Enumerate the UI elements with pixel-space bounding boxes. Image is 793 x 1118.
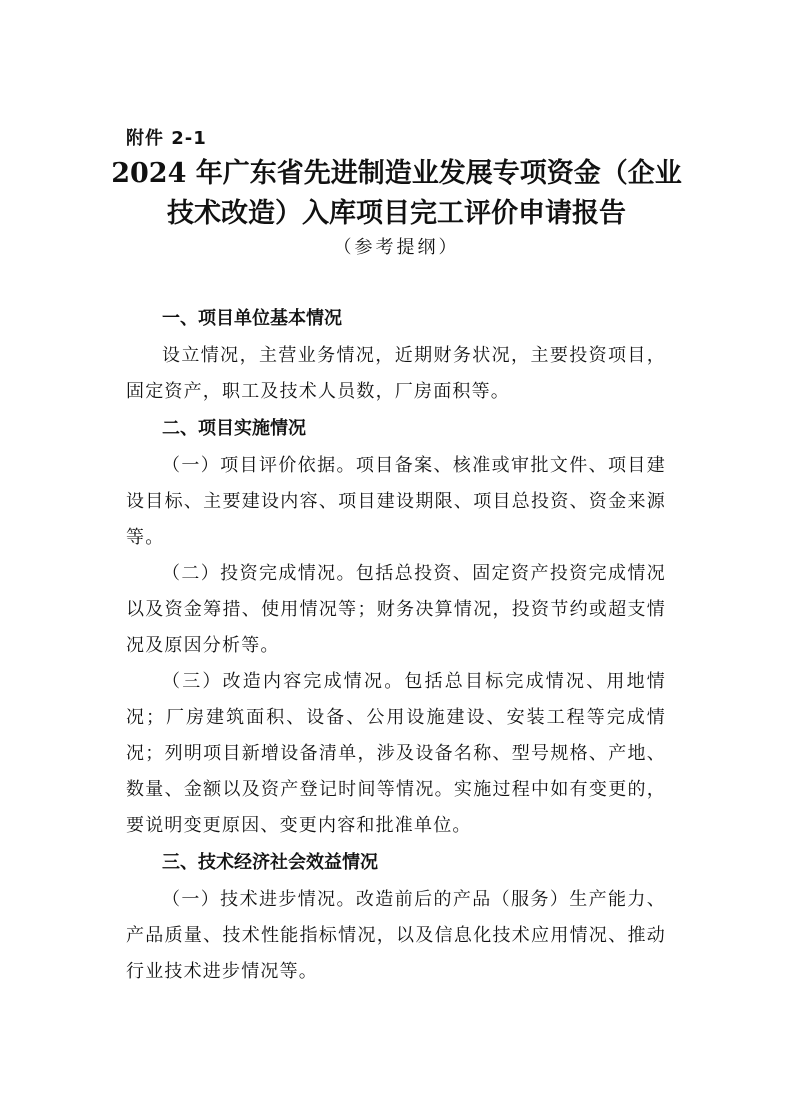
section-heading-2: 二、项目实施情况	[162, 418, 306, 439]
document-subtitle: （参考提纲）	[333, 237, 460, 258]
attachment-label: 附件 2-1	[126, 128, 207, 149]
document-title: 2024 年广东省先进制造业发展专项资金（企业技术改造）入库项目完工评价申请报告	[111, 158, 682, 229]
section-1-paragraph-1: 设立情况，主营业务情况，近期财务状况，主要投资项目，固定资产，职工及技术人员数，厂房面积等。	[126, 345, 666, 402]
section-2-paragraph-2: （二）投资完成情况。包括总投资、固定资产投资完成情况以及资金筹措、使用情况等；财务决算情况，投资节约或超支情况及原因分析等。	[126, 563, 666, 656]
section-2-paragraph-1: （一）项目评价依据。项目备案、核准或审批文件、项目建设目标、主要建设内容、项目建设期限、项目总投资、资金来源等。	[126, 455, 666, 548]
section-heading-1: 一、项目单位基本情况	[162, 308, 342, 329]
section-3-paragraph-1: （一）技术进步情况。改造前后的产品（服务）生产能力、产品质量、技术性能指标情况，以及信息化技术应用情况、推动行业技术进步情况等。	[126, 889, 666, 982]
document-body	[126, 300, 666, 990]
section-heading-3: 三、技术经济社会效益情况	[162, 852, 378, 873]
section-2-paragraph-3: （三）改造内容完成情况。包括总目标完成情况、用地情况；厂房建筑面积、设备、公用设施建设、安装工程等完成情况；列明项目新增设备清单，涉及设备名称、型号规格、产地、数量、金额以及资产登记时间等情况。实施过程中如有变更的，要说明变更原因、变更内容和批准单位。	[126, 671, 666, 836]
